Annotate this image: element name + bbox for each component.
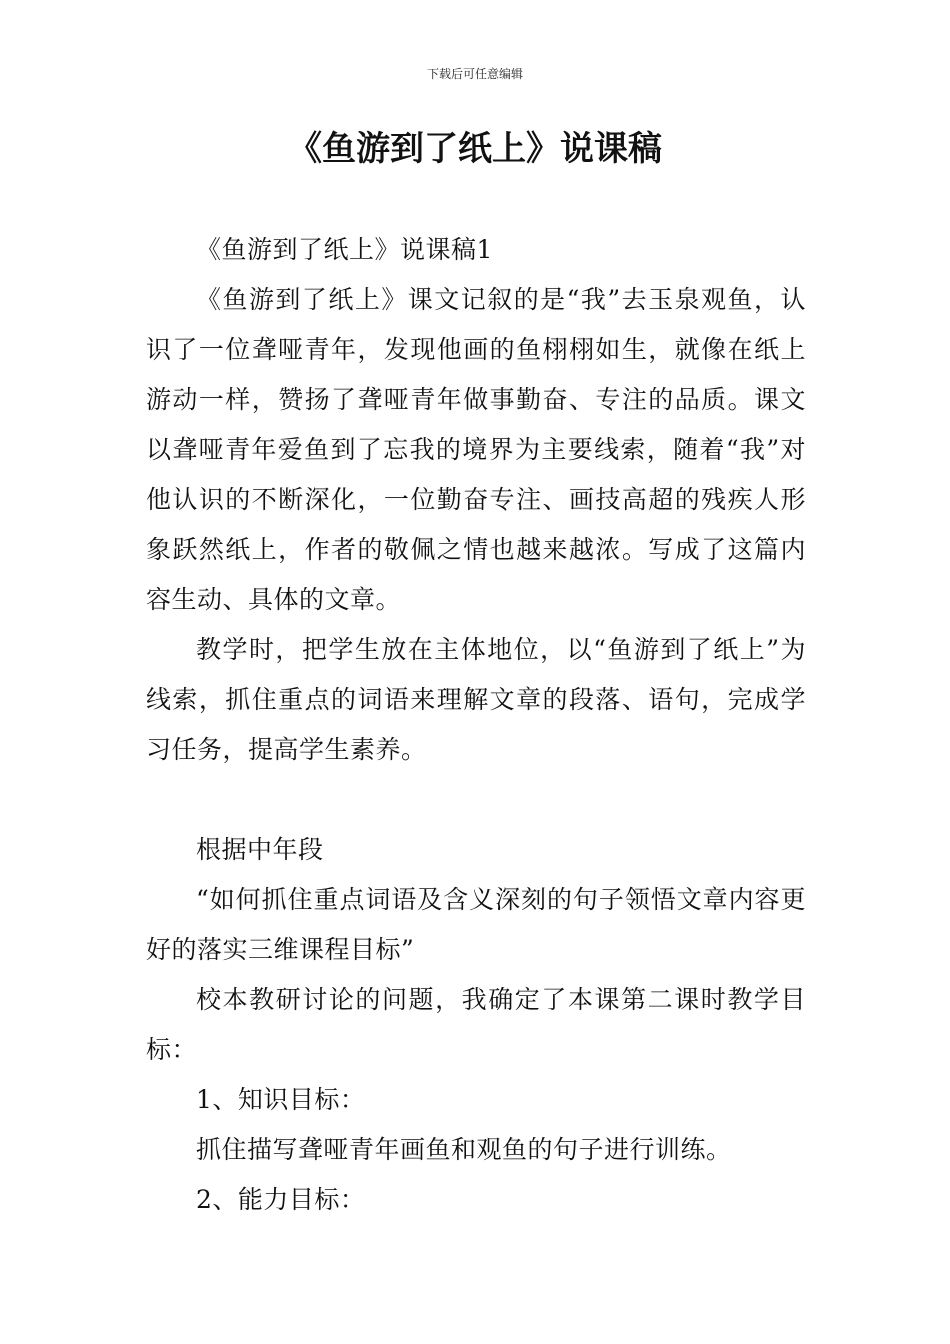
paragraph-goal-intro: 校本教研讨论的问题，我确定了本课第二课时教学目标： — [146, 985, 806, 1064]
section-heading: 《鱼游到了纸上》说课稿1 — [196, 235, 493, 264]
paragraph-basis: 根据中年段 — [196, 835, 324, 864]
goal-knowledge-heading: 1、知识目标： — [196, 1085, 366, 1114]
goal-knowledge-text: 抓住描写聋哑青年画鱼和观鱼的句子进行训练。 — [196, 1135, 732, 1164]
paragraph-teaching: 教学时，把学生放在主体地位，以“鱼游到了纸上”为线索，抓住重点的词语来理解文章的段落、语句，完成学习任务，提高学生素养。 — [146, 635, 806, 764]
paragraph-gap — [146, 775, 806, 825]
goal-ability-heading: 2、能力目标： — [196, 1185, 366, 1214]
paragraph-question: “如何抓住重点词语及含义深刻的句子领悟文章内容更好的落实三维课程目标” — [146, 885, 806, 964]
paragraph-intro: 《鱼游到了纸上》课文记叙的是“我”去玉泉观鱼，认识了一位聋哑青年，发现他画的鱼栩栩如生，就像在纸上游动一样，赞扬了聋哑青年做事勤奋、专注的品质。课文以聋哑青年爱鱼到了忘我的境界为主要线索，随着“我”对他认识的不断深化，一位勤奋专注、画技高超的残疾人形象跃然纸上，作者的敬佩之情也越来越浓。写成了这篇内容生动、具体的文章。 — [146, 285, 806, 614]
header-note: 下载后可任意编辑 — [426, 67, 523, 81]
document-body — [146, 225, 806, 1225]
document-title: 《鱼游到了纸上》说课稿 — [288, 129, 662, 169]
